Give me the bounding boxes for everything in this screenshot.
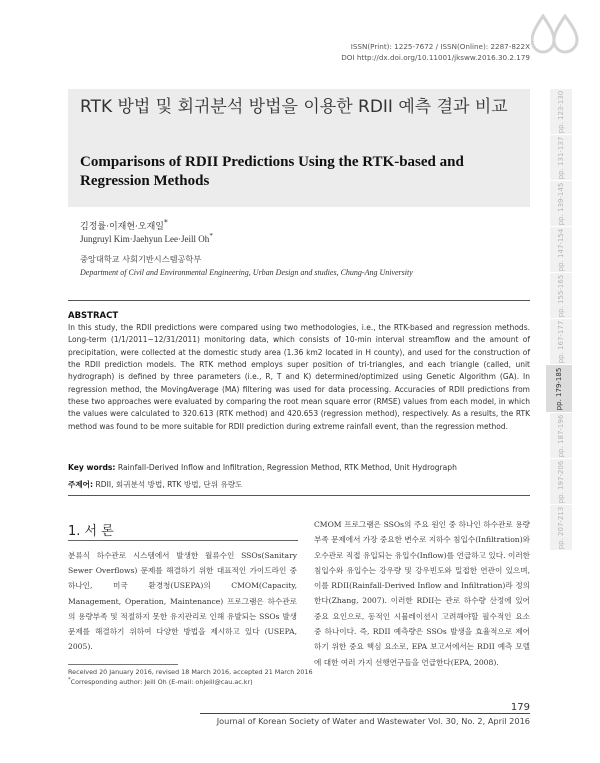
- side-tab-label: pp. 167-177: [557, 320, 565, 363]
- abstract-heading: ABSTRACT: [68, 311, 119, 321]
- side-tab[interactable]: [550, 319, 572, 365]
- side-tab[interactable]: [550, 505, 572, 551]
- authors-korean-names: 김정률·이재현·오재일: [80, 222, 164, 232]
- journal-info: Journal of Korean Society of Water and Wastewater Vol. 30, No. 2, April 2016: [216, 716, 530, 726]
- side-tab-label: pp. 147-154: [557, 228, 565, 271]
- corresponding-mark: *: [163, 218, 168, 227]
- body-left-column: 분류식 하수관로 시스템에서 발생한 월류수인 SSOs(Sanitary Sewer Overflows) 문제를 해결하기 위한 대표적인 가이드라인 중 하나인, 미국 환경청(USEPA)의 CMOM(Capacity, Management, Operation, Maintenance) 프로그램은 하수관로의 용량부족 및 적절하지 못한 유지관리로 인해 유발되는 SSOs 발생 문제를 해결하기 위하여 다양한 방법을 제시하고 있다 (USEPA, 2005).: [68, 551, 297, 652]
- side-tab[interactable]: [550, 135, 572, 181]
- body-right-column: CMOM 프로그램은 SSOs의 주요 원인 중 하나인 하수관로 용량 부족 문제에서 가장 중요한 변수로 지하수 침입수(Infiltration)와 오수관로 직접 유입되는 유입수(Inflow)를 언급하고 있다. 이러한 침입수와 유입수는 강우량 및 강우빈도와 밀접한 연관이 있으며, 이를 RDII(Rainfall-Derived Inflow and Infiltration)라 정의한다(Zhang, 2007). 이러한 RDII는 관로 하수량 산정에 있어 중요 요인으로, 동적인 시뮬레이션시 고려해야할 필수적인 요소 중 하나이다. 즉, RDII 예측량은 SSOs 발생을 효율적으로 제어하기 위한 중요 핵심 요소로, EPA 보고서에서는 RDII 예측 모델에 대한 여러 가지 선행연구들을 언급한다(EPA, 2008).: [314, 520, 530, 667]
- abstract-body: In this study, the RDII predictions were compared using two methodologies, i.e., the RTK-based and regression methods. Long-term (1/1/2011~12/31/2011) monitoring data, which consists of 10-min interval streamflow and the amount of precipitation, were collected at the domestic study area (1.36 km2 located in H county), and used for the construction of the RDII prediction models. The RTK method employs super position of tri-triangles, and each triangle (called, unit hydrograph) is defined by three parameters (i.e., R, T and K) determined/optimized using Genetic Algorithm (GA). In regression method, the MovingAverage (MA) filtering was used for data processing. Accuracies of RDII predictions from these two approaches were evaluated by comparing the root mean square error (RMSE) values from each model, in which the values were calculated to 320.613 (RTK method) and 420.653 (regression method), respectively. As a results, the RTK method was found to be more suitable for RDII prediction during extreme rainfall event, than the regression method.: [68, 323, 530, 431]
- side-tab-label: pp. 187-196: [557, 414, 565, 457]
- keywords-korean-text: RDII, 회귀분석 방법, RTK 방법, 단위 유량도: [95, 480, 243, 489]
- side-tab-label: pp. 155-165: [557, 274, 565, 317]
- abstract-top-divider: [68, 300, 530, 301]
- side-tab[interactable]: [550, 227, 572, 273]
- keywords-korean-label: 주제어:: [68, 480, 94, 489]
- side-tab[interactable]: [550, 459, 572, 505]
- authors-english: [80, 231, 213, 244]
- keywords-korean: [68, 479, 243, 490]
- side-tab[interactable]: [550, 181, 572, 227]
- side-tab-label: pp. 139-145: [557, 182, 565, 225]
- affiliation-english: Department of Civil and Environmental Engineering, Urban Design and studies, Chung-Ang University: [80, 268, 413, 277]
- side-tab-label: pp. 123-130: [557, 90, 565, 133]
- footnote-received: Received 20 January 2016, revised 18 March 2016, accepted 21 March 2016: [68, 668, 313, 676]
- footer-rule: [200, 713, 530, 714]
- side-tab-label-active: pp. 179-185: [555, 367, 563, 410]
- title-english: Comparisons of RDII Predictions Using the RTK-based and Regression Methods: [80, 154, 464, 189]
- keywords: [68, 463, 457, 472]
- page-number: 179: [510, 702, 530, 713]
- section-title: 1. 서 론: [68, 524, 114, 539]
- side-tab-label: pp. 207-213: [557, 506, 565, 549]
- abstract-bottom-divider: [68, 495, 530, 496]
- affiliation-korean: 중앙대학교 사회기반시스템공학부: [80, 254, 202, 264]
- side-tab-label: pp. 131-137: [557, 136, 565, 179]
- issn-line: ISSN(Print): 1225-7672 / ISSN(Online): 2287-822X: [350, 42, 530, 51]
- footnote-mark: *: [68, 677, 71, 683]
- water-drop-logo-icon: [531, 14, 579, 54]
- footnote-rule: [68, 664, 178, 665]
- side-tab[interactable]: [550, 273, 572, 319]
- side-tab[interactable]: [550, 89, 572, 135]
- authors-english-names: Jungruyl Kim·Jaehyun Lee·Jeill Oh: [80, 234, 210, 244]
- title-korean: RTK 방법 및 회귀분석 방법을 이용한 RDII 예측 결과 비교: [80, 97, 508, 117]
- corresponding-mark-en: *: [209, 231, 213, 240]
- keywords-text: Rainfall-Derived Inflow and Infiltration, Regression Method, RTK Method, Unit Hydrograph: [117, 463, 457, 472]
- issn-block: [300, 41, 530, 63]
- keywords-label: Key words:: [68, 463, 116, 472]
- side-tab-label: pp. 197-206: [557, 460, 565, 503]
- authors-korean: [80, 218, 168, 232]
- doi-line: DOI http://dx.doi.org/10.11001/jksww.2016.30.2.179: [341, 53, 530, 62]
- section-rule: [68, 540, 298, 541]
- footnote-corresponding-text: Corresponding author: Jeill Oh (E-mail: ohjeill@cau.ac.kr): [70, 678, 253, 687]
- side-tab[interactable]: [550, 413, 572, 459]
- side-tab-active[interactable]: [546, 365, 572, 413]
- footnote-corresponding: [68, 677, 253, 686]
